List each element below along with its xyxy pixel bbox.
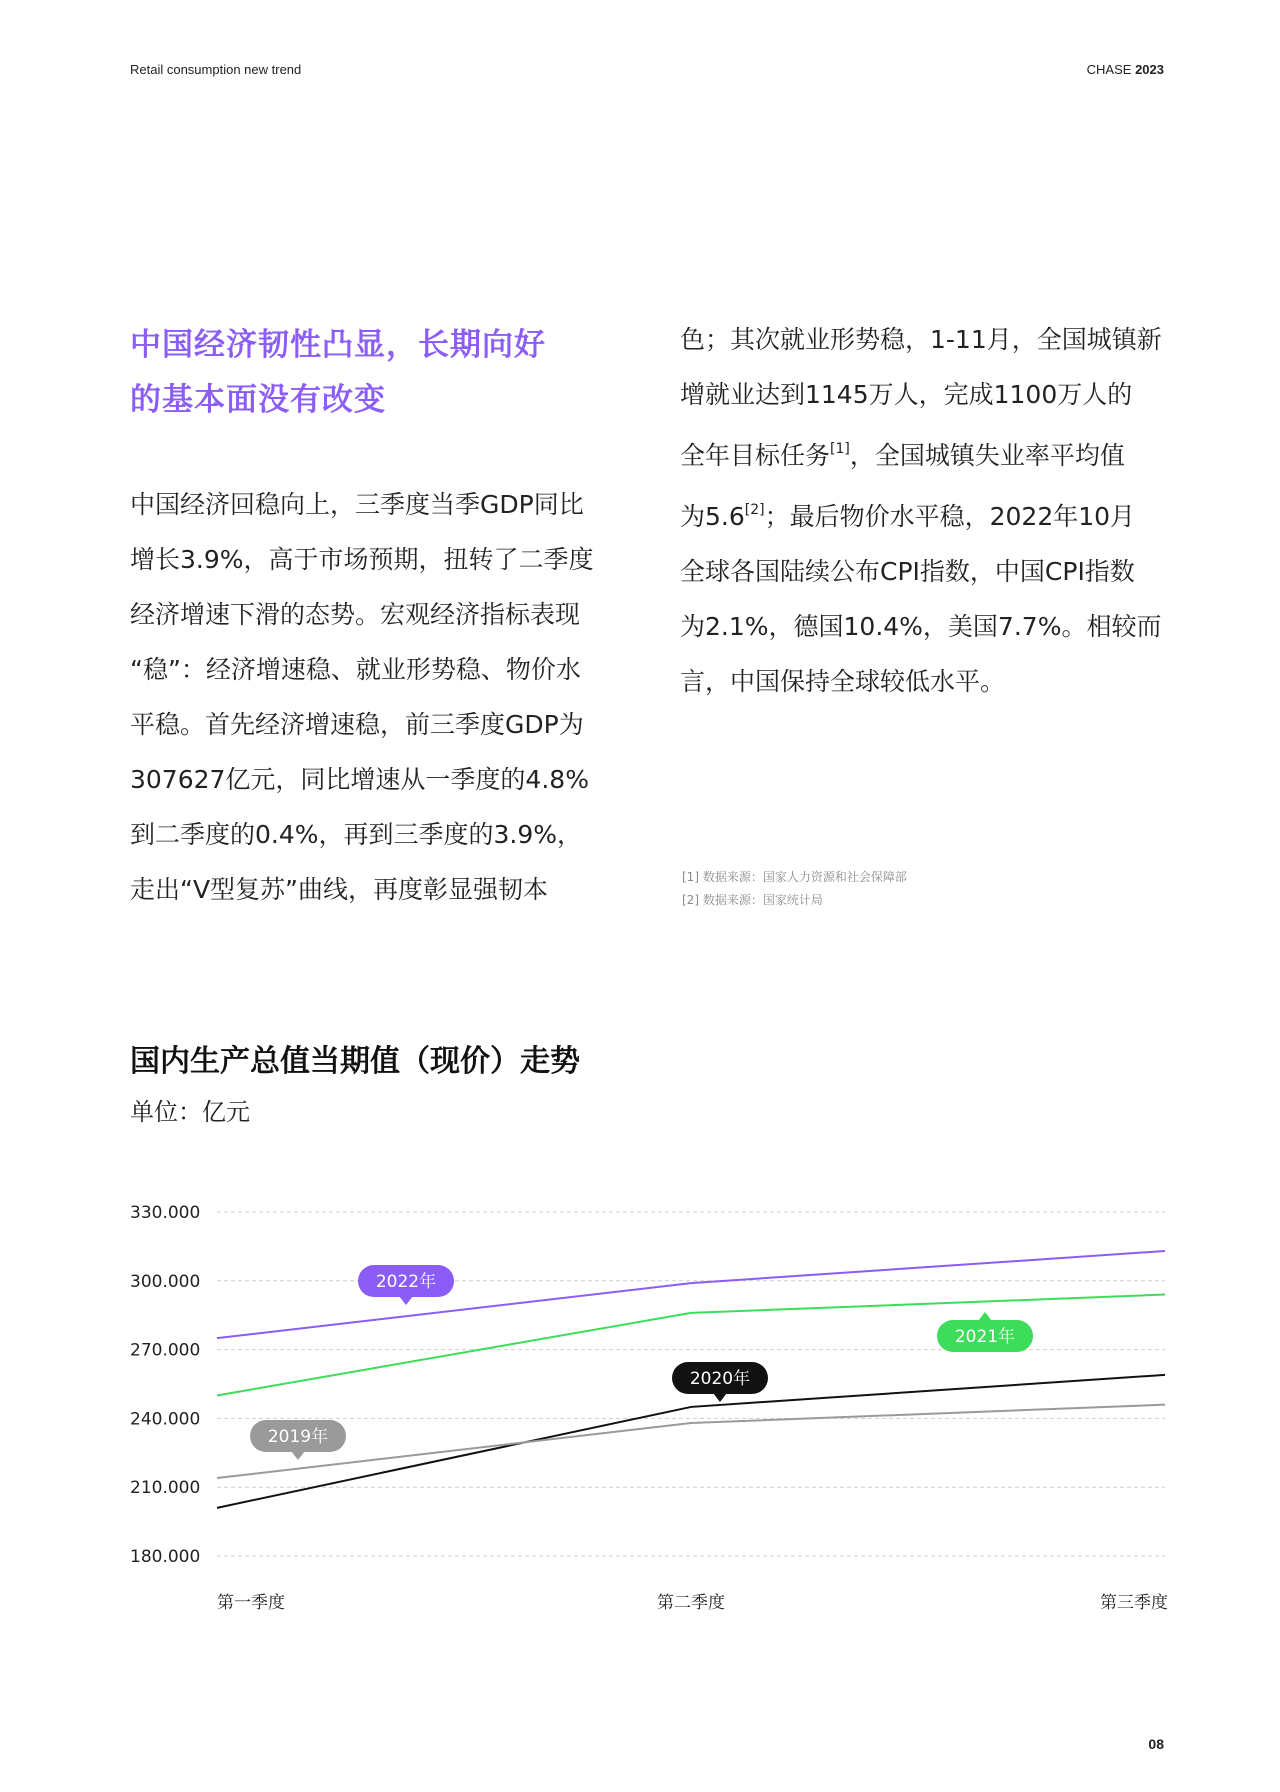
x-tick-label: 第三季度 — [1100, 1593, 1168, 1613]
series-callout-pointer — [978, 1312, 992, 1321]
footnote-ref: [1] — [830, 441, 850, 457]
series-callout-pointer — [399, 1296, 413, 1305]
body-text: 为5.6 — [680, 502, 745, 531]
x-tick-label: 第一季度 — [217, 1593, 285, 1613]
series-callout-label: 2022年 — [375, 1272, 437, 1292]
series-callout-pointer — [291, 1451, 305, 1460]
y-tick-label: 180.000 — [130, 1547, 201, 1567]
body-line: “稳”：经济增速稳、就业形势稳、物价水 — [130, 655, 581, 684]
body-text: 全年目标任务 — [680, 441, 831, 470]
body-line: 307627亿元，同比增速从一季度的4.8% — [130, 765, 589, 794]
body-text: ，全国城镇失业率平均值 — [849, 441, 1125, 470]
footnote-ref: [2] — [744, 502, 765, 518]
body-text: ；最后物价水平稳，2022年10月 — [764, 502, 1136, 531]
body-line: 到二季度的0.4%，再到三季度的3.9%， — [130, 820, 583, 849]
series-callout-label: 2019年 — [267, 1427, 329, 1447]
y-tick-label: 330.000 — [130, 1203, 201, 1223]
body-line: 全球各国陆续公布CPI指数，中国CPI指数 — [680, 557, 1135, 586]
heading-line: 的基本面没有改变 — [130, 382, 386, 418]
series-callout-label: 2020年 — [689, 1369, 751, 1389]
footnote: [1] 数据来源：国家人力资源和社会保障部 — [682, 870, 907, 884]
series-line — [217, 1405, 1165, 1478]
chart-title: 国内生产总值当期值（现价）走势 — [130, 1044, 580, 1079]
body-line: 为2.1%，德国10.4%，美国7.7%。相较而 — [680, 612, 1162, 641]
series-callout-label: 2021年 — [954, 1327, 1016, 1347]
body-line: 中国经济回稳向上，三季度当季GDP同比 — [130, 490, 584, 519]
page-number: 08 — [1148, 1736, 1164, 1752]
x-tick-label: 第二季度 — [657, 1593, 725, 1613]
body-line: 增长3.9%，高于市场预期，扭转了二季度 — [130, 545, 594, 574]
body-line: 色；其次就业形势稳，1-11月，全国城镇新 — [680, 325, 1162, 354]
header-left-title: Retail consumption new trend — [130, 62, 302, 77]
chart-unit: 单位：亿元 — [130, 1098, 250, 1126]
body-line: 走出“V型复苏”曲线，再度彰显强韧本 — [130, 875, 549, 904]
heading-line: 中国经济韧性凸显，长期向好 — [130, 327, 546, 363]
y-tick-label: 240.000 — [130, 1409, 201, 1430]
brand-year: 2023 — [1135, 62, 1164, 77]
y-tick-label: 300.000 — [130, 1271, 201, 1292]
body-line: 经济增速下滑的态势。宏观经济指标表现 — [130, 600, 581, 629]
body-line: 平稳。首先经济增速稳，前三季度GDP为 — [130, 710, 584, 739]
series-callout-pointer — [713, 1393, 727, 1402]
brand-name: CHASE — [1086, 62, 1132, 77]
body-line: 增就业达到1145万人，完成1100万人的 — [680, 380, 1133, 409]
body-line: 言，中国保持全球较低水平。 — [680, 667, 1006, 696]
y-tick-label: 270.000 — [130, 1340, 201, 1361]
footnote: [2] 数据来源：国家统计局 — [682, 893, 823, 907]
y-tick-label: 210.000 — [130, 1478, 201, 1499]
series-line — [217, 1375, 1165, 1508]
